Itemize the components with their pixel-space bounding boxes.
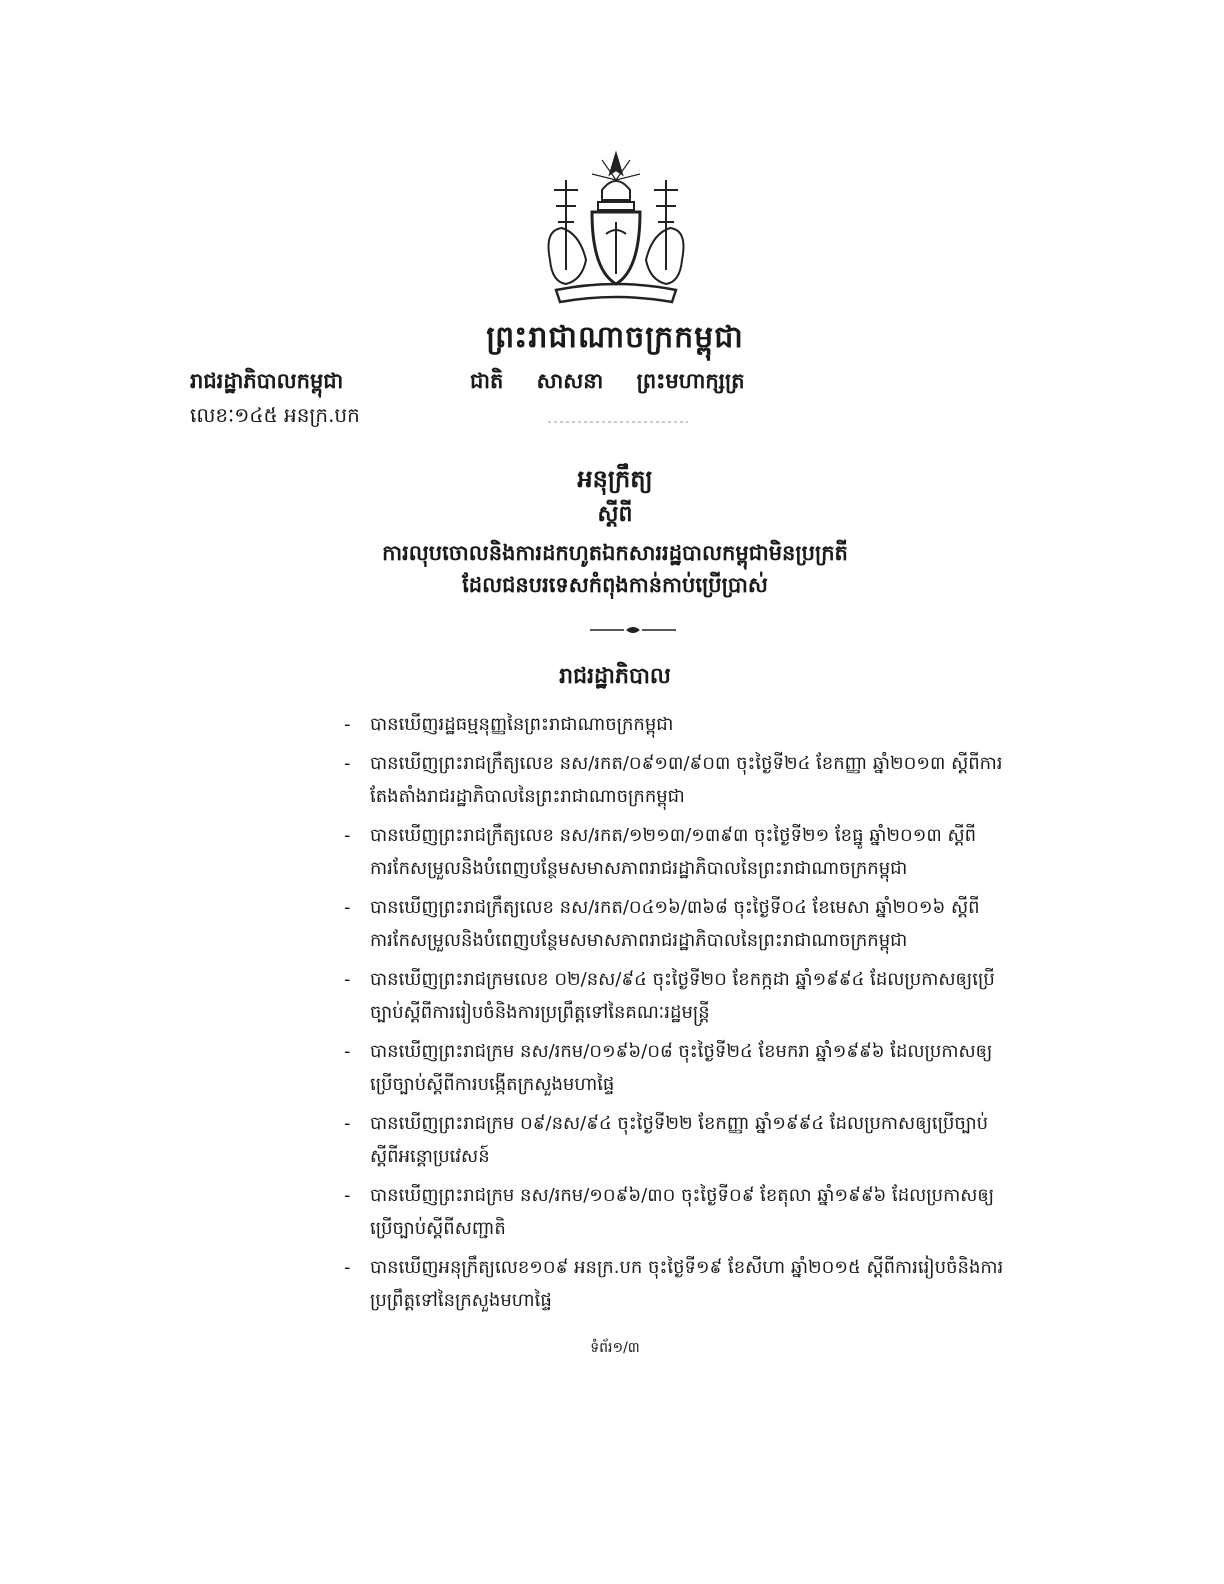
list-item: - បានឃើញព្រះរាជក្រឹត្យលេខ នស/រកត/១២១៣/១៣៩៣ ចុះថ្ងៃទី២១ ខែធ្នូ ឆ្នាំ២០១៣ ស្ដីពីការកែសម្រួលនិងបំពេញបន្ថែមសមាសភាពរាជរដ្ឋាភិបាលនៃព្រះរាជាណាចក្រកម្ពុជា xyxy=(344,825,977,879)
list-item: - បានឃើញអនុក្រឹត្យលេខ១០៩ អនក្រ.បក ចុះថ្ងៃទី១៩ ខែសីហា ឆ្នាំ២០១៥ ស្ដីពីការរៀបចំនិងការប្រព្រឹត្តទៅនៃក្រសួងមហាផ្ទៃ xyxy=(344,1257,1004,1311)
document-type: អនុក្រឹត្យ xyxy=(577,465,653,493)
list-item: - បានឃើញព្រះរាជក្រឹត្យលេខ នស/រកត/០៤១៦/៣៦៨ ចុះថ្ងៃទី០៤ ខែមេសា ឆ្នាំ២០១៦ ស្ដីពីការកែសម្រួលនិងបំពេញបន្ថែមសមាសភាពរាជរដ្ឋាភិបាលនៃព្រះរាជាណាចក្រកម្ពុជា xyxy=(344,897,980,951)
list-item: - បានឃើញរដ្ឋធម្មនុញ្ញនៃព្រះរាជាណាចក្រកម្ពុជា xyxy=(344,714,674,735)
list-item-text: បានឃើញព្រះរាជក្រមលេខ ០២/នស/៩៤ ចុះថ្ងៃទី២០ ខែកក្កដា ឆ្នាំ១៩៩៤ ដែលប្រកាសឲ្យប្រើច្បាប់ស្ដីពីការរៀបចំនិងការប្រព្រឹត្តទៅនៃគណៈរដ្ឋមន្ត្រី xyxy=(370,969,995,1023)
reference-value: ១៤៥ xyxy=(234,403,278,427)
subject-line-1: ការលុបចោលនិងការដកហូតឯកសាររដ្ឋបាលកម្ពុជាមិនប្រក្រតី xyxy=(382,541,848,565)
list-item-text: បានឃើញព្រះរាជក្រម ០៩/នស/៩៤ ចុះថ្ងៃទី២២ ខែកញ្ញា ឆ្នាំ១៩៩៤ ដែលប្រកាសឲ្យប្រើច្បាប់ស្ដីពីអន្តោប្រវេសន៍ xyxy=(370,1113,989,1167)
list-item-text: បានឃើញព្រះរាជក្រម នស/រកម/០១៩៦/០៨ ចុះថ្ងៃទី២៤ ខែមករា ឆ្នាំ១៩៩៦ ដែលប្រកាសឲ្យប្រើច្បាប់ស្ដីពីការបង្កើតក្រសួងមហាផ្ទៃ xyxy=(370,1041,993,1095)
considerations-list xyxy=(340,708,1008,1323)
list-item: - បានឃើញព្រះរាជក្រមលេខ ០២/នស/៩៤ ចុះថ្ងៃទី២០ ខែកក្កដា ឆ្នាំ១៩៩៤ ដែលប្រកាសឲ្យប្រើច្បាប់ស្ដីពីការរៀបចំនិងការប្រព្រឹត្តទៅនៃគណៈរដ្ឋមន្ត្រី xyxy=(344,969,995,1023)
page-number: ទំព័រ១/៣ xyxy=(590,1340,640,1356)
list-item-text: បានឃើញអនុក្រឹត្យលេខ១០៩ អនក្រ.បក ចុះថ្ងៃទី១៩ ខែសីហា ឆ្នាំ២០១៥ ស្ដីពីការរៀបចំនិងការប្រព្រឹត្តទៅនៃក្រសួងមហាផ្ទៃ xyxy=(370,1257,1004,1311)
header-ornament xyxy=(548,418,688,426)
list-item-text: បានឃើញព្រះរាជក្រឹត្យលេខ នស/រកត/០៩១៣/៩០៣ ចុះថ្ងៃទី២៤ ខែកញ្ញា ឆ្នាំ២០១៣ ស្ដីពីការតែងតាំងរាជរដ្ឋាភិបាលនៃព្រះរាជាណាចក្រកម្ពុជា xyxy=(370,753,1003,807)
list-item-text: បានឃើញរដ្ឋធម្មនុញ្ញនៃព្រះរាជាណាចក្រកម្ពុជា xyxy=(370,714,674,735)
list-item: - បានឃើញព្រះរាជក្រម នស/រកម/០១៩៦/០៨ ចុះថ្ងៃទី២៤ ខែមករា ឆ្នាំ១៩៩៦ ដែលប្រកាសឲ្យប្រើច្បាប់ស្ដីពីការបង្កើតក្រសួងមហាផ្ទៃ xyxy=(344,1041,993,1095)
list-item-text: បានឃើញព្រះរាជក្រម នស/រកម/១០៩៦/៣០ ចុះថ្ងៃទី០៩ ខែតុលា ឆ្នាំ១៩៩៦ ដែលប្រកាសឲ្យប្រើច្បាប់ស្ដីពីសញ្ជាតិ xyxy=(370,1185,995,1239)
section-divider xyxy=(588,624,678,636)
list-item: - បានឃើញព្រះរាជក្រម ០៩/នស/៩៤ ចុះថ្ងៃទី២២ ខែកញ្ញា ឆ្នាំ១៩៩៤ ដែលប្រកាសឲ្យប្រើច្បាប់ស្ដីពីអន្តោប្រវេសន៍ xyxy=(344,1113,989,1167)
list-item: - បានឃើញព្រះរាជក្រឹត្យលេខ នស/រកត/០៩១៣/៩០៣ ចុះថ្ងៃទី២៤ ខែកញ្ញា ឆ្នាំ២០១៣ ស្ដីពីការតែងតាំងរាជរដ្ឋាភិបាលនៃព្រះរាជាណាចក្រកម្ពុជា xyxy=(344,753,1003,807)
list-item-text: បានឃើញព្រះរាជក្រឹត្យលេខ នស/រកត/១២១៣/១៣៩៣ ចុះថ្ងៃទី២១ ខែធ្នូ ឆ្នាំ២០១៣ ស្ដីពីការកែសម្រួលនិងបំពេញបន្ថែមសមាសភាពរាជរដ្ឋាភិបាលនៃព្រះរាជាណាចក្រកម្ពុជា xyxy=(370,825,977,879)
subject-line-2: ដែលជនបរទេសកំពុងកាន់កាប់ប្រើប្រាស់ xyxy=(462,573,768,597)
national-motto: ជាតិ សាសនា ព្រះមហាក្សត្រ xyxy=(470,369,745,393)
list-item-text: បានឃើញព្រះរាជក្រឹត្យលេខ នស/រកត/០៤១៦/៣៦៨ ចុះថ្ងៃទី០៤ ខែមេសា ឆ្នាំ២០១៦ ស្ដីពីការកែសម្រួលនិងបំពេញបន្ថែមសមាសភាពរាជរដ្ឋាភិបាលនៃព្រះរាជាណាចក្រកម្ពុជា xyxy=(370,897,980,951)
reference-label: លេខៈ xyxy=(190,403,235,427)
concerning-label: ស្ដីពី xyxy=(597,502,633,527)
list-item: - បានឃើញព្រះរាជក្រម នស/រកម/១០៩៦/៣០ ចុះថ្ងៃទី០៩ ខែតុលា ឆ្នាំ១៩៩៦ ដែលប្រកាសឲ្យប្រើច្បាប់ស្ដីពីសញ្ជាតិ xyxy=(344,1185,995,1239)
government-name: រាជរដ្ឋាភិបាលកម្ពុជា xyxy=(190,369,344,393)
reference-number xyxy=(190,402,360,432)
royal-coat-of-arms-icon xyxy=(536,150,696,312)
issuer-heading: រាជរដ្ឋាភិបាល xyxy=(559,664,671,689)
kingdom-title: ព្រះរាជាណាចក្រកម្ពុជា xyxy=(486,320,744,355)
reference-suffix: អនក្រ.បក xyxy=(284,403,360,427)
